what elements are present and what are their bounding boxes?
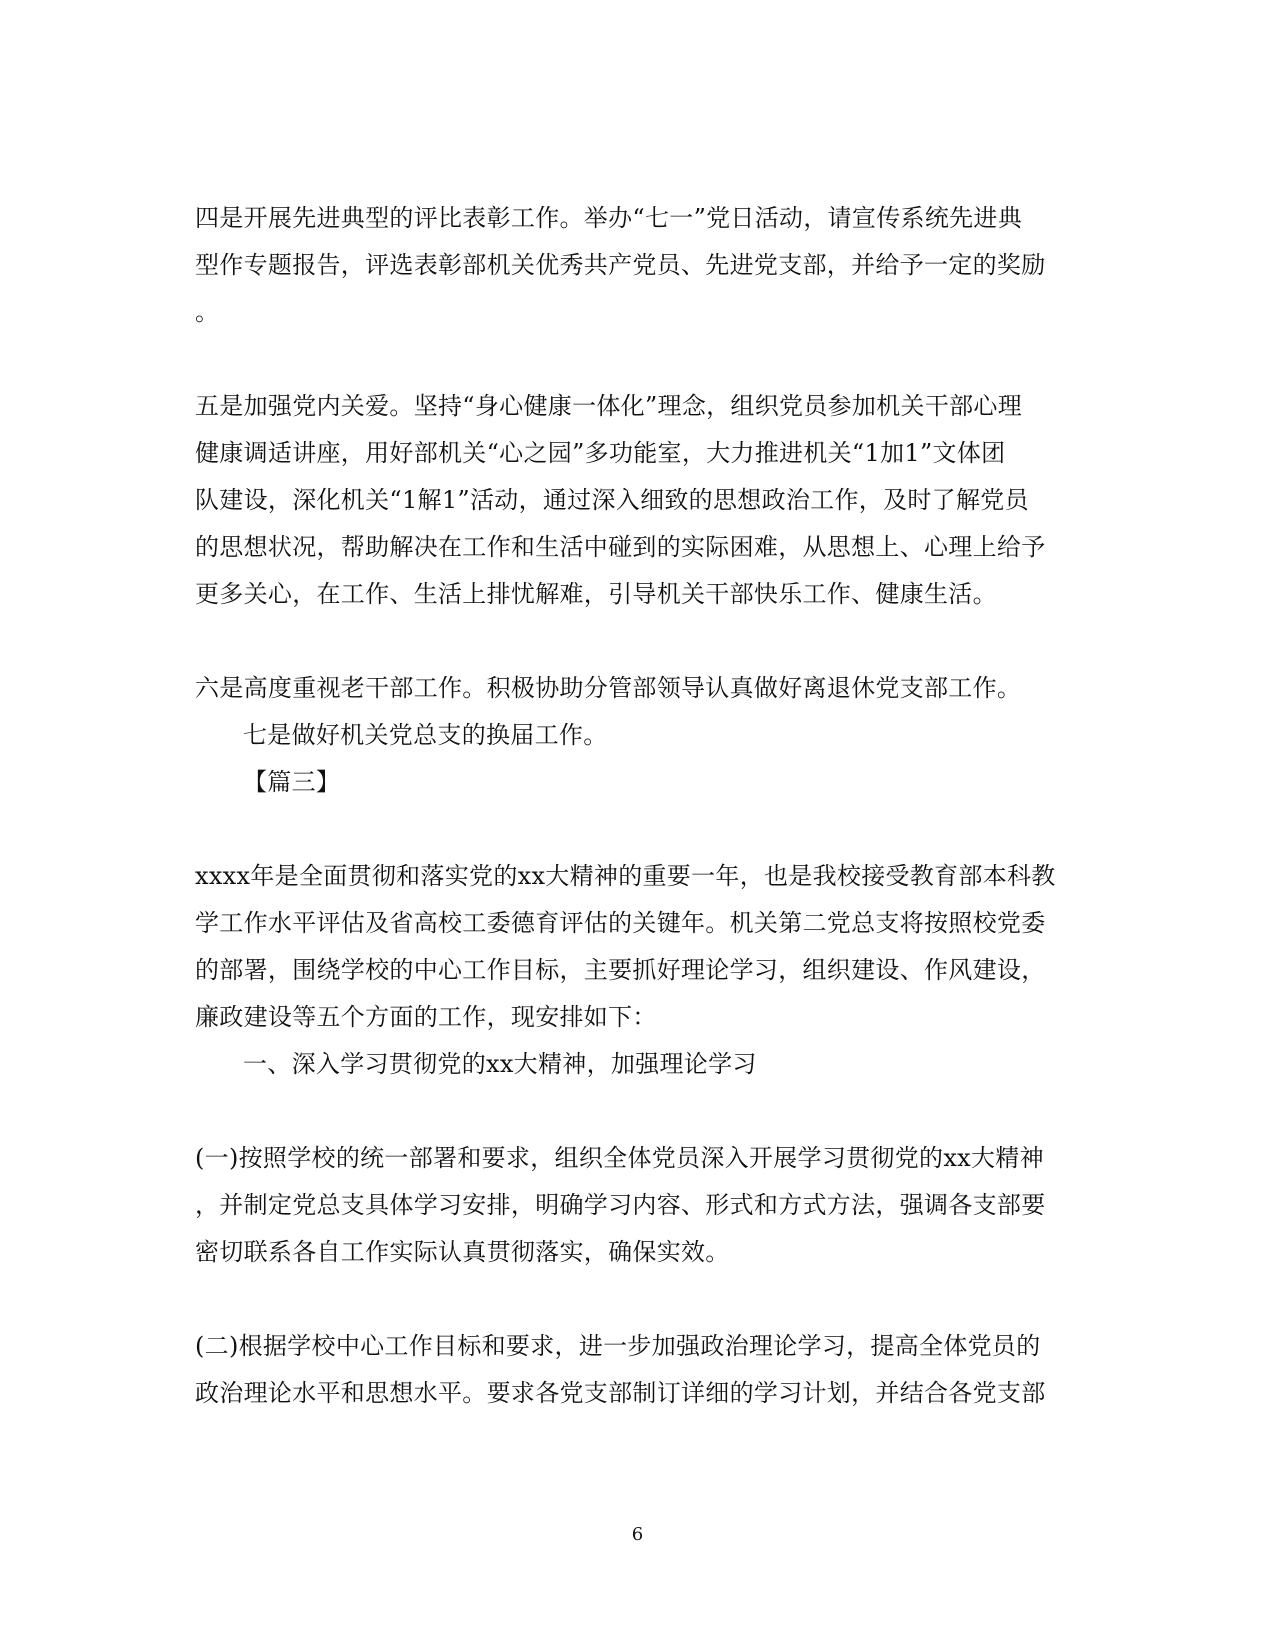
text-line: 政治理论水平和思想水平。要求各党支部制订详细的学习计划，并结合各党支部 (195, 1379, 1046, 1407)
text-line: 。 (195, 298, 220, 326)
text-line: 廉政建设等五个方面的工作，现安排如下： (195, 1003, 657, 1031)
text-line: (二)根据学校中心工作目标和要求，进一步加强政治理论学习，提高全体党员的 (195, 1332, 1041, 1360)
text-line: 学工作水平评估及省高校工委德育评估的关键年。机关第二党总支将按照校党委 (195, 909, 1046, 937)
section-heading: 【篇三】 (243, 768, 341, 796)
text-line: 四是开展先进典型的评比表彰工作。举办“七一”党日活动，请宣传系统先进典 (195, 204, 1023, 232)
page-number: 6 (631, 1524, 644, 1545)
text-line: 七是做好机关党总支的换届工作。 (243, 721, 608, 749)
text-line: 密切联系各自工作实际认真贯彻落实，确保实效。 (195, 1238, 730, 1266)
text-line: 六是高度重视老干部工作。积极协助分管部领导认真做好离退休党支部工作。 (195, 674, 1022, 702)
text-line: 五是加强党内关爱。坚持“身心健康一体化”理念，组织党员参加机关干部心理 (195, 392, 1023, 420)
text-line: 更多关心，在工作、生活上排忧解难，引导机关干部快乐工作、健康生活。 (195, 580, 997, 608)
text-line: (一)按照学校的统一部署和要求，组织全体党员深入开展学习贯彻党的xx大精神 (195, 1144, 1044, 1172)
text-line: 的部署，围绕学校的中心工作目标，主要抓好理论学习，组织建设、作风建设， (195, 956, 1046, 984)
text-line: 健康调适讲座，用好部机关“心之园”多功能室，大力推进机关“1加1”文体团 (195, 439, 1006, 467)
text-line: 的思想状况，帮助解决在工作和生活中碰到的实际困难，从思想上、心理上给予 (195, 533, 1046, 561)
subsection-heading: 一、深入学习贯彻党的xx大精神，加强理论学习 (243, 1050, 757, 1078)
text-line: ，并制定党总支具体学习安排，明确学习内容、形式和方式方法，强调各支部要 (195, 1191, 1046, 1219)
text-line: 队建设，深化机关“1解1”活动，通过深入细致的思想政治工作，及时了解党员 (195, 486, 1029, 514)
text-line: 型作专题报告，评选表彰部机关优秀共产党员、先进党支部，并给予一定的奖励 (195, 251, 1046, 279)
text-line: xxxx年是全面贯彻和落实党的xx大精神的重要一年，也是我校接受教育部本科教 (195, 862, 1056, 890)
